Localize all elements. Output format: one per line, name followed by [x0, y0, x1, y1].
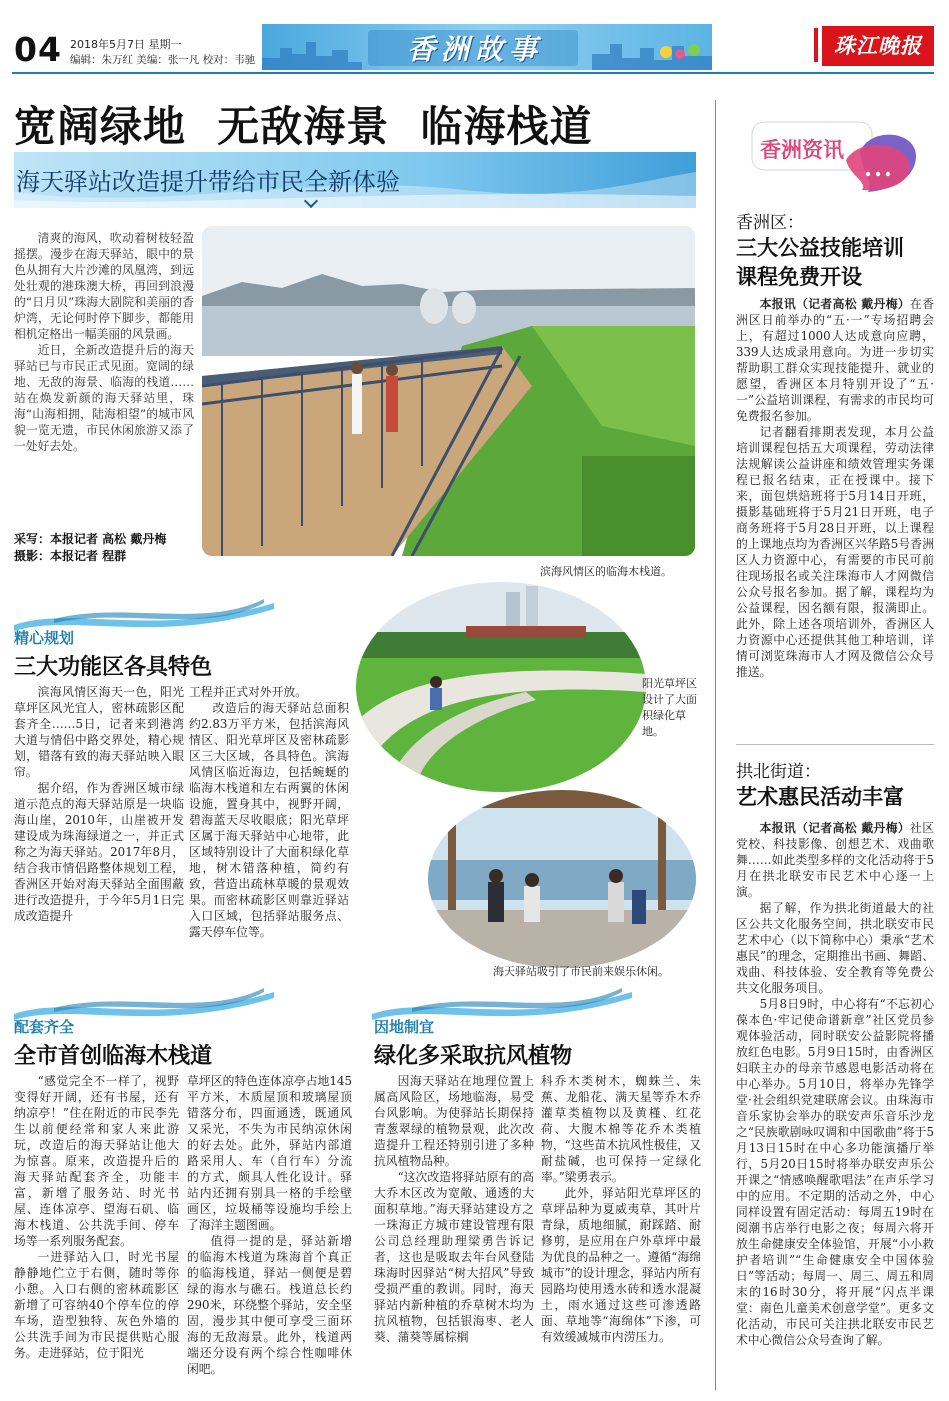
- section1-paragraph: 工程并正式对外开放。: [189, 685, 307, 699]
- story2-paragraph: 据了解，作为拱北街道最大的社区公共文化服务空间，拱北联安市民艺术中心（以下简称中心）秉承“艺术惠民”的理念，定期推出书画、舞蹈、戏曲、科技体验、安全教育等免费公共文化服务项目。: [736, 901, 934, 995]
- section3-paragraph: 因海天驿站在地理位置上属高风险区，场地临海，易受台风影响。为使驿站长期保持青葱翠绿的植物景观，此次改造提升工程还特别引进了多种抗风植物品种。: [374, 1074, 534, 1168]
- lawn-photo-illustration: [356, 582, 646, 792]
- sidebar-divider: [736, 744, 934, 745]
- story2-title: 艺术惠民活动丰富: [736, 785, 904, 809]
- banner: [262, 24, 712, 70]
- paper-logo: [822, 26, 934, 66]
- header-tab-marker: [814, 28, 818, 62]
- section1-col2: [189, 684, 349, 940]
- story1-paragraph: 在香洲区日前举办的“五·一”专场招聘会上，有超过1000人达成意向应聘，339人达成录用意向。为进一步切实帮助职工群众实现技能提升、就业的愿望，香洲区本月特别开设了“五·一”公益培训课程，有需求的市民均可免费报名参加。: [736, 297, 934, 423]
- boardwalk-photo-caption: 滨海风情区的临海木栈道。: [540, 565, 672, 578]
- section1-kicker: 精心规划: [14, 629, 75, 647]
- section2-paragraph: “感觉完全不一样了，视野变得好开阔，还有书屋，还有纳凉亭！”住在附近的市民李先生以前便经常和家人来此游玩，改造后的海天驿站让他大为惊喜。原来，改造提升后的海天驿站配套齐全，功能丰富，新增了服务站、时光书屋、连体凉亭、望海石矶、临海木栈道、公共洗手间、停车场等一系列服务配套。: [14, 1074, 179, 1248]
- sidebar-badge-label: 香洲资讯: [760, 137, 844, 162]
- story1-paragraph: 记者翻看排期表发现，本月公益培训课程包括五大项课程，劳动法律法规解读公益讲座和绩效管理实务课程已报名结束，正在授课中。接下来，面包烘焙班将于5月14日开班，摄影基础班将于5月21日开班，电子商务班将于5月28日开班，以上课程的上课地点均为香洲区兴华路5号香洲区人力资源中心，有需要的市民可前往现场报名或关注珠海市人才网微信公众号报名参加。据了解，课程均为公益课程，因名额有限，报满即止。此外，除上述各项培训外，香洲区人力资源中心还提供其他工种培训，详情可浏览珠海市人才网及微信公众号推送。: [736, 425, 934, 679]
- intro-paragraph: 清爽的海风，吹动着树枝轻盈摇摆。漫步在海天驿站，眼中的景色从拥有大片沙滩的凤凰湾，到远处壮观的港珠澳大桥，再回到浪漫的“日月贝”珠海大剧院和美丽的香炉湾，无论何时停下脚步，都能用相机定格出一幅美丽的风景画。: [14, 231, 194, 341]
- section1-paragraph: 滨海风情区海天一色，阳光草坪区风光宜人，密林疏影区配套齐全……5日，记者来到港湾大道与情侣中路交界处，精心规划，错落有致的海天驿站映入眼帘。: [14, 685, 184, 779]
- subheadline: 海天驿站改造提升带给市民全新体验: [16, 168, 400, 196]
- story1-body: [736, 296, 934, 680]
- section2-paragraph: 一进驿站入口，时光书屋静静地伫立于右侧，随时等你小憩。入口右侧的密林疏影区新增了可容纳40个停车位的停车场，造型独特、灰色外墙的公共洗手间为市民提供贴心服务。走进驿站，位于阳光: [14, 1250, 179, 1360]
- section3-kicker: 因地制宜: [374, 1018, 435, 1036]
- column-divider: [715, 100, 716, 1390]
- section1-paragraph: 改造后的海天驿站总面积约2.83万平方米，包括滨海风情区、阳光草坪区及密林疏影区三大区域，各具特色。滨海风情区临近海边，包括蜿蜒的临海木栈道和左右两翼的休闲设施，置身其中，视野开阔，碧海蓝天尽收眼底；阳光草坪区属于海天驿站中心地带，此区域特别设计了大面积绿化草地，树木错落种植，简约有致，营造出疏林草暖的景观效果。而密林疏影区则靠近驿站入口区域，包括驿站服务点、露天停车位等。: [189, 701, 349, 939]
- story2-paragraph: 社区党校、科技影像、创想艺术、戏曲歌舞……如此类型多样的文化活动将于5月在拱北联安市民艺术中心逐一上演。: [736, 821, 934, 899]
- section1-title: 三大功能区各具特色: [14, 655, 213, 680]
- intro-paragraph: 近日，全新改造提升后的海天驿站已与市民正式见面。宽阔的绿地、无敌的海景、临海的栈道……站在焕发新颜的海天驿站里，珠海“山海相拥，陆海相望”的城市风貌一览无遗，市民休闲旅游又添了一处好去处。: [14, 343, 194, 453]
- story2-body: [736, 820, 934, 1348]
- main-headline: 宽阔绿地 无敌海景 临海栈道: [14, 102, 593, 151]
- boardwalk-photo-illustration: [202, 226, 695, 556]
- banner-title: 香洲故事: [406, 33, 543, 66]
- sidebar-badge: [750, 116, 920, 196]
- section3-col2: [541, 1073, 701, 1345]
- lawn-photo: [356, 582, 646, 792]
- section2-col2: [187, 1073, 352, 1377]
- story1-lead-label: 本报讯（记者高松 戴丹梅）: [759, 297, 911, 311]
- section3-col1: [374, 1073, 534, 1345]
- lawn-photo-caption: 阳光草坪区设计了大面积绿化草地。: [642, 677, 697, 738]
- boardwalk-photo: [202, 226, 695, 556]
- section3-paragraph: 此外，驿站阳光草坪区的草坪品种为夏威夷草，其叶片青绿，质地细腻，耐踩踏、耐修剪，是应用在户外草坪中最为优良的品种之一。遵循“海绵城市”的设计理念，驿站内所有园路均使用透水砖和透水混凝土，雨水通过这些可渗透路面、草地等“海绵体”下渗，可有效缓减城市内涝压力。: [541, 1186, 701, 1344]
- subheadline-band: [14, 152, 696, 208]
- pavilion-photo-illustration: [428, 790, 696, 968]
- story2-place: 拱北街道：: [736, 762, 821, 782]
- story1-title-line1: 三大公益技能培训: [736, 236, 904, 260]
- section3-paragraph: “这次改造将驿站原有的高大乔木区改为宽敞、通透的大面积草地。”海天驿站建设方之一珠海正方城市建设管理有限公司总经理助理梁勇告诉记者，这也是吸取去年台风登陆珠海时因驿站“树大招风”导致受损严重的教训。同时，海天驿站内新种植的乔草树木均为抗风植物，包括银海枣、老人葵、蒲葵等属棕榈: [374, 1170, 534, 1344]
- section2-col1: [14, 1073, 179, 1361]
- story1-title-line2: 课程免费开设: [736, 265, 862, 289]
- section3-paragraph: 科乔木类树木，蜘蛛兰、朱蕉、龙船花、满天星等乔木乔灌草类植物以及黄槿、红花荷、大腹木棉等花乔木类植物，“这些苗木抗风性极佳，又耐盐碱，也可保持一定绿化率。”梁勇表示。: [541, 1074, 701, 1184]
- staff-line: 编辑：朱万红 美编：张一凡 校对：韦驰: [70, 54, 256, 66]
- story1-place: 香洲区：: [736, 213, 804, 233]
- section2-title: 全市首创临海木栈道: [14, 1044, 213, 1069]
- section3-title: 绿化多采取抗风植物: [374, 1044, 573, 1069]
- section1-col1: [14, 684, 184, 924]
- section2-paragraph: 草坪区的特色连体凉亭占地145平方米，木质屋顶和玻璃屋顶错落分布，四面通透，既通风又采光，不失为市民纳凉休闲的好去处。此外，驿站内部道路采用人、车（自行车）分流的方式，颇具人性化设计。驿站内还拥有别具一格的手绘壁画区，垃圾桶等设施均手绘上了海洋主题图画。: [187, 1074, 352, 1232]
- byline-photo: 摄影：本报记者 程群: [14, 549, 127, 563]
- header-rule: [12, 72, 934, 74]
- lead-intro: [14, 230, 194, 454]
- pavilion-photo-caption: 海天驿站吸引了市民前来娱乐休闲。: [493, 965, 669, 978]
- section1-paragraph: 据介绍，作为香洲区城市绿道示范点的海天驿站原是一块临海山崖，2010年，山崖被开发建设成为珠海绿道之一，并正式称之为海天驿站。2017年8月，结合我市情侣路整体规划工程，香洲区开始对海天驿站全面围蔽进行改造提升，于今年5月1日完成改造提升: [14, 781, 184, 923]
- date-line: 2018年5月7日 星期一: [70, 38, 182, 51]
- story2-lead-label: 本报讯（记者高松 戴丹梅）: [759, 821, 911, 835]
- paper-name: 珠江晚报: [834, 33, 922, 58]
- pavilion-photo: [428, 790, 696, 968]
- section2-paragraph: 值得一提的是，驿站新增的临海木栈道为珠海首个真正的临海栈道，驿站一侧便是碧绿的海水与礁石。栈道总长约290米，环绕整个驿站，安全坚固，漫步其中便可享受三面环海的无敌海景。此外，栈道两端还分设有两个综合性咖啡休闲吧。: [187, 1234, 352, 1376]
- page-number: 04: [14, 30, 62, 69]
- section2-kicker: 配套齐全: [14, 1018, 75, 1036]
- byline-writer: 采写：本报记者 高松 戴丹梅: [14, 532, 167, 546]
- story2-paragraph: 5月8日9时，中心将有“不忘初心葆本色·牢记使命谱新章”社区党员参观体验活动，同时联安公益影院将播放红色电影。5月9日15时，由香洲区妇联主办的母亲节感恩电影活动将在中心举办。5月10日，将举办先锋学堂·社会组织党建联席会议。由珠海市音乐家协会举办的联安声乐音乐沙龙之“民族歌剧咏叹调和中国歌曲”将于5月13日15时在中心多功能演播厅举行，5月20日15时将举办联安声乐公开课之“情感唤醒歌唱法”在声乐学习中的应用。不定期的活动之外，中心同样设置有固定活动：每周五19时在阅潮书店举行电影之夜；每周六将开放生命健康安全体验馆，开展“小小救护者培训”“生命健康安全中国体验日”等活动；每周一、周三、周五和周末的16时30分，将开展“闪点半课堂：南色儿童美术创意学堂”。更多文化活动，市民可关注拱北联安市民艺术中心微信公众号查询了解。: [736, 997, 934, 1347]
